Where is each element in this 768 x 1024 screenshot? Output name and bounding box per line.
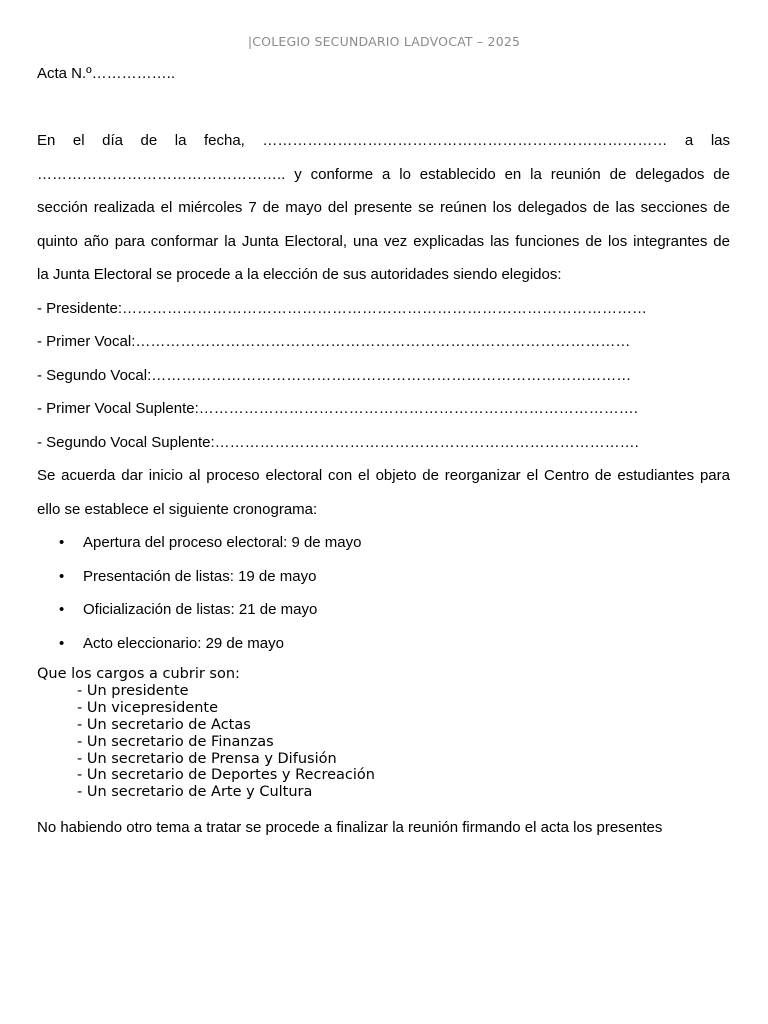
bullet-icon: • bbox=[59, 634, 65, 652]
cargo-item: - Un presidente bbox=[77, 683, 189, 699]
cronograma-intro-line-last: ello se establece el siguiente cronograma: bbox=[37, 500, 318, 518]
intro-line: quinto año para conformar la Junta Electoral, una vez explicadas las funciones de los integrantes de bbox=[37, 232, 730, 250]
bullet-icon: • bbox=[59, 567, 65, 585]
bullet-icon: • bbox=[59, 534, 65, 551]
cronograma-intro bbox=[37, 465, 730, 532]
cargos-title: Que los cargos a cubrir son: bbox=[37, 666, 240, 682]
cargos-section bbox=[37, 666, 730, 801]
cronograma-item bbox=[37, 633, 730, 667]
intro-line-last: la Junta Electoral se procede a la elección de sus autoridades siendo elegidos: bbox=[37, 266, 562, 283]
autoridades-list bbox=[37, 298, 730, 466]
cargo-item: - Un secretario de Prensa y Difusión bbox=[77, 750, 337, 767]
cronograma-list bbox=[37, 532, 730, 666]
cronograma-item-text: Apertura del proceso electoral: 9 de mayo bbox=[83, 534, 362, 551]
cronograma-item bbox=[37, 599, 730, 633]
autoridad-primer-vocal-suplente: - Primer Vocal Suplente:……………………………………………………………………………. bbox=[37, 400, 638, 417]
acta-number: Acta N.º…………….. bbox=[37, 65, 175, 82]
autoridad-primer-vocal: - Primer Vocal:……………………………………………………………………………………… bbox=[37, 333, 631, 350]
closing-paragraph: No habiendo otro tema a tratar se procede a finalizar la reunión firmando el acta los presentes bbox=[37, 819, 663, 837]
intro-line: sección realizada el miércoles 7 de mayo del presente se reúnen los delegados de las secciones de bbox=[37, 199, 730, 216]
autoridad-segundo-vocal-suplente: - Segundo Vocal Suplente:…………………………………………………………………………. bbox=[37, 433, 639, 451]
cronograma-item bbox=[37, 532, 730, 566]
cronograma-intro-line: Se acuerda dar inicio al proceso electoral con el objeto de reorganizar el Centro de estudiantes para bbox=[37, 467, 730, 484]
intro-paragraph bbox=[37, 130, 730, 298]
document-body bbox=[37, 63, 730, 839]
cargo-item: - Un secretario de Deportes y Recreación bbox=[77, 767, 375, 784]
cargo-item: - Un secretario de Actas bbox=[77, 716, 251, 733]
intro-line: En el día de la fecha, ……………………………………………………………………… a las bbox=[37, 132, 730, 149]
cargo-item: - Un vicepresidente bbox=[77, 699, 219, 716]
bullet-icon: • bbox=[59, 601, 65, 618]
page-header: |COLEGIO SECUNDARIO LADVOCAT – 2025 bbox=[247, 34, 521, 49]
cronograma-item-text: Oficialización de listas: 21 de mayo bbox=[83, 601, 318, 618]
cronograma-item bbox=[37, 566, 730, 600]
cargo-item: - Un secretario de Arte y Cultura bbox=[77, 784, 313, 801]
cargo-item: - Un secretario de Finanzas bbox=[77, 733, 274, 750]
cronograma-item-text: Presentación de listas: 19 de mayo bbox=[83, 567, 317, 585]
autoridad-presidente: - Presidente:…………………………………………………………………………………………… bbox=[37, 299, 648, 317]
cronograma-item-text: Acto eleccionario: 29 de mayo bbox=[83, 634, 284, 652]
autoridad-segundo-vocal: - Segundo Vocal:…………………………………………………………………………………… bbox=[37, 366, 632, 384]
intro-line: ………………………………………….. y conforme a lo establecido en la reunión de delegados de bbox=[37, 165, 730, 183]
